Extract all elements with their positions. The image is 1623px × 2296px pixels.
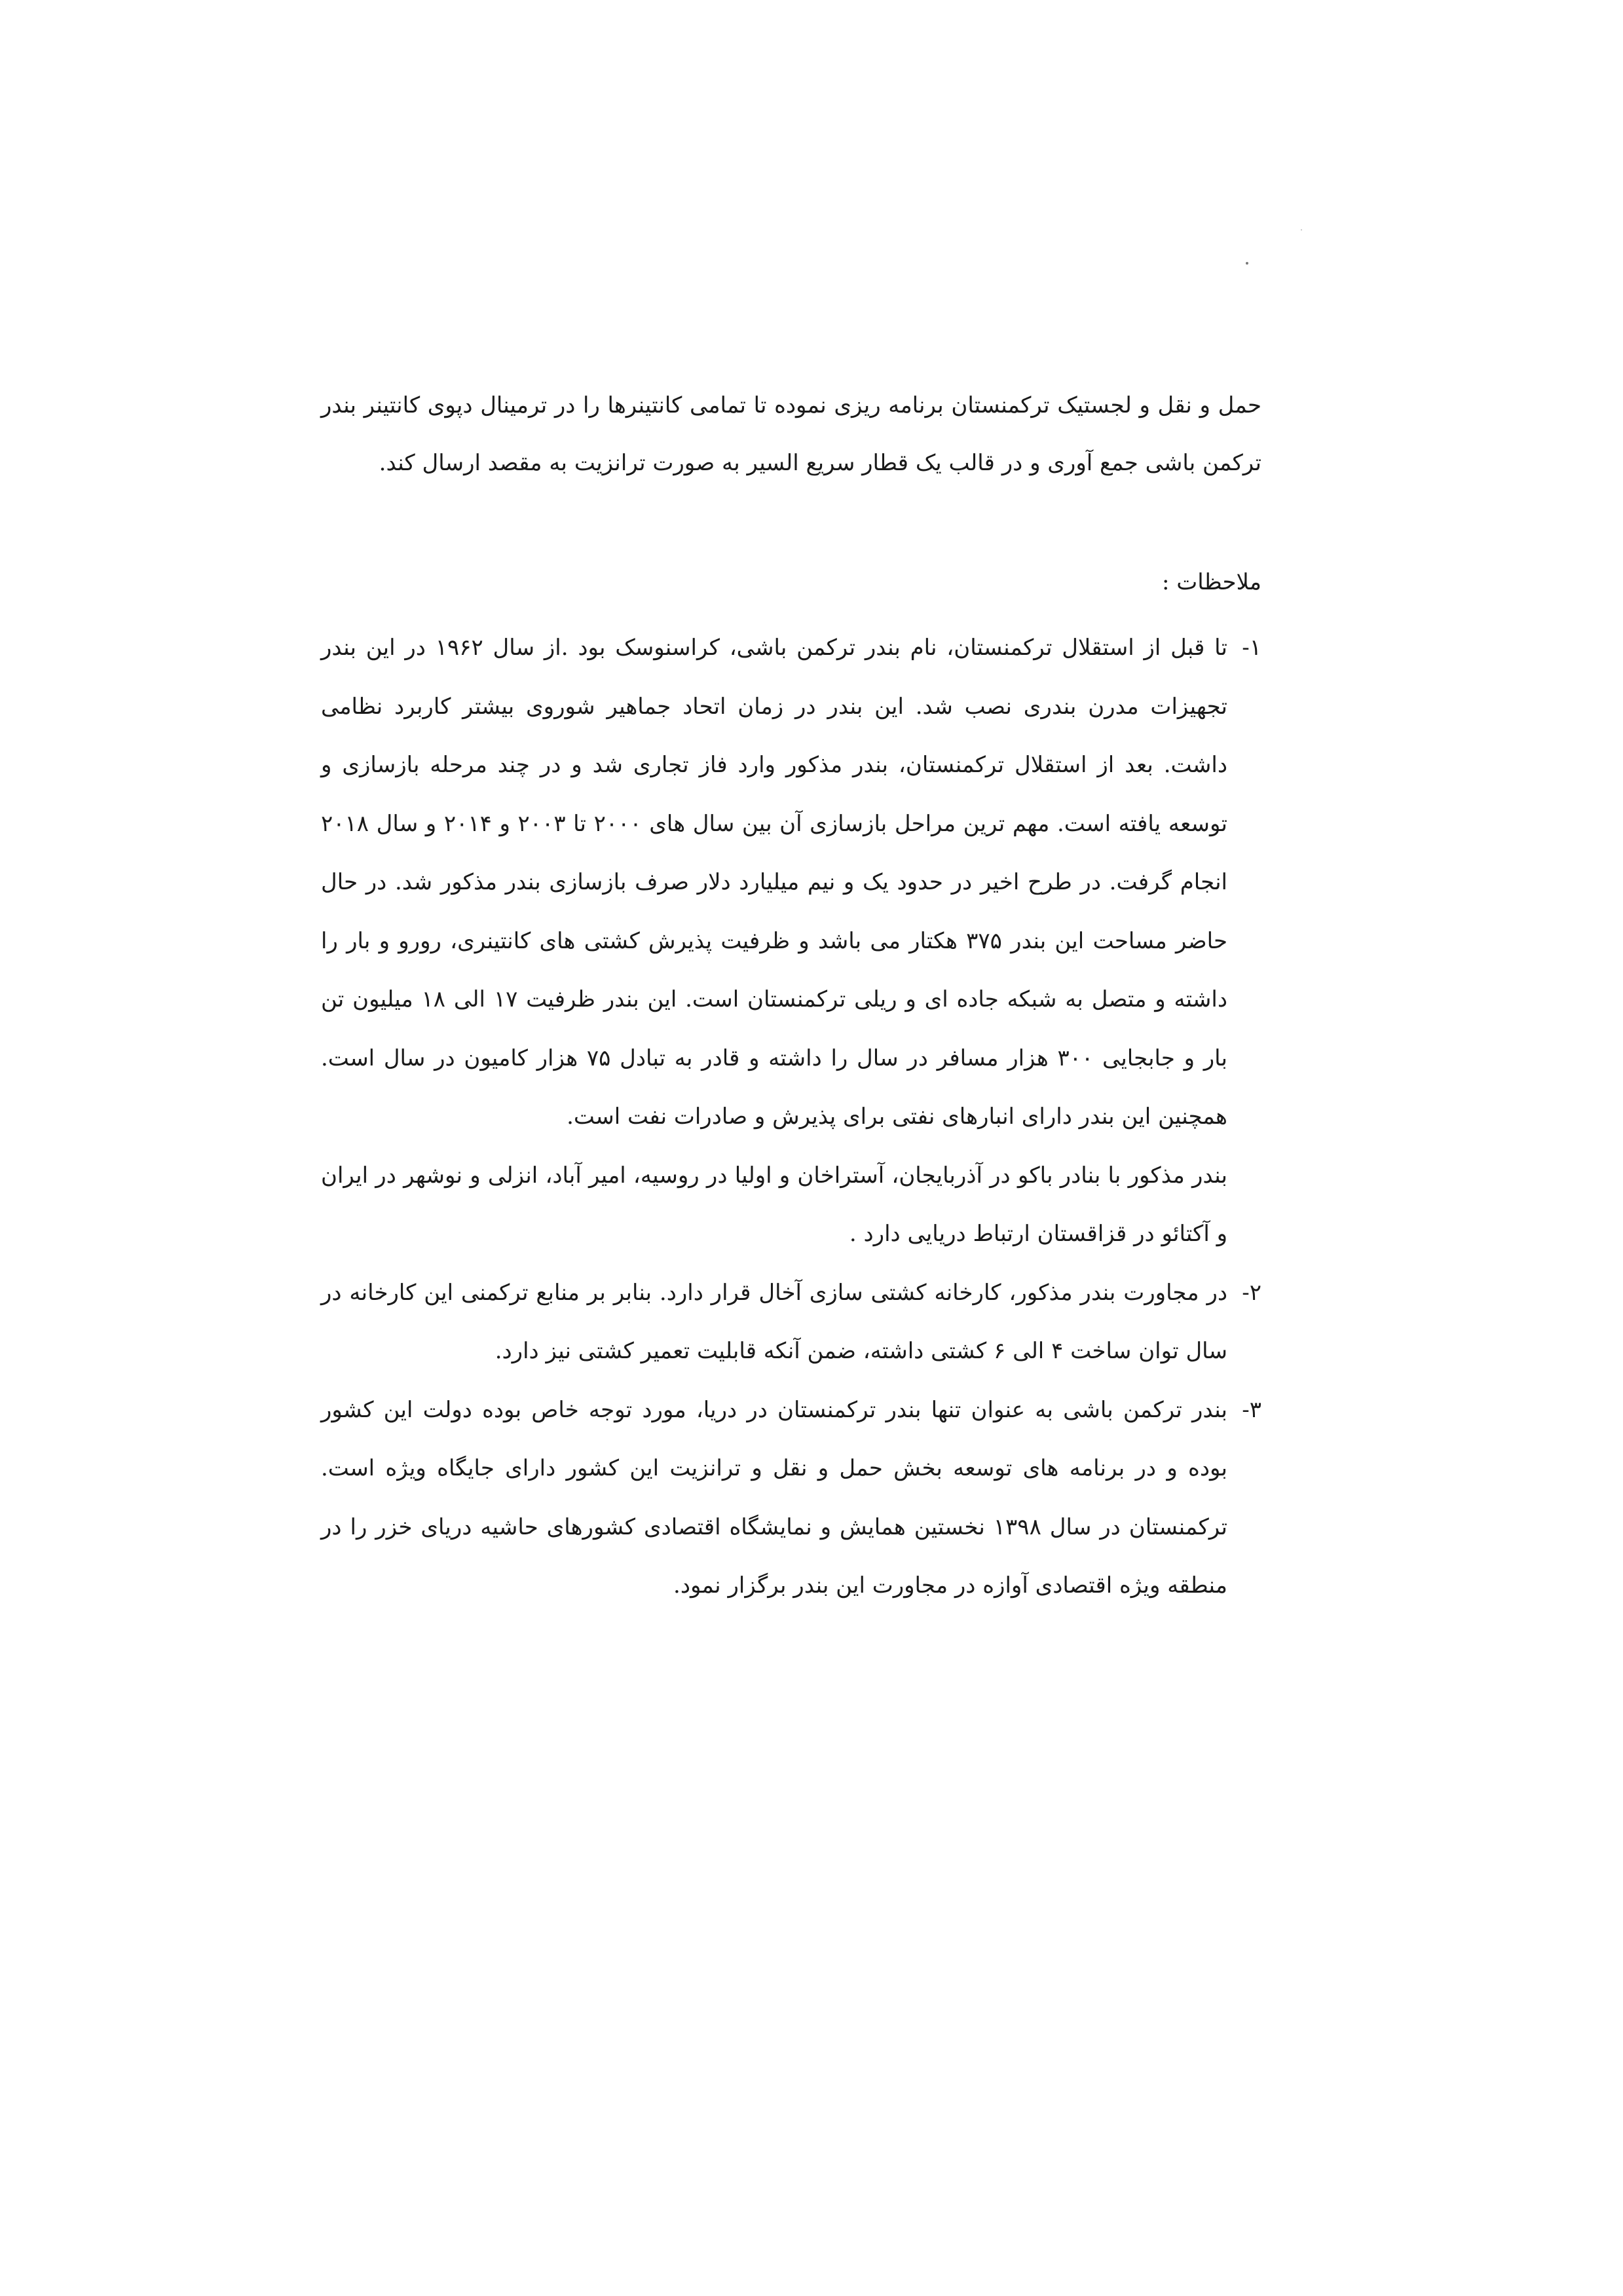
- notes-heading: ملاحظات :: [1161, 569, 1261, 595]
- note-item-1: [321, 619, 1261, 1147]
- note-text: در مجاورت بندر مذکور، کارخانه کشتی سازی آخال قرار دارد. بنابر بر منابع ترکمنی این کارخانه در سال توان ساخت ۴ الی ۶ کشتی داشته، ضمن آنکه قابلیت تعمیر کشتی نیز دارد.: [321, 1279, 1227, 1364]
- note-text: تا قبل از استقلال ترکمنستان، نام بندر ترکمن باشی، کراسنوسک بود .از سال ۱۹۶۲ در این بندر تجهیزات مدرن بندری نصب شد. این بندر در زمان اتحاد جماهیر شوروی بیشتر کاربرد نظامی داشت. بعد از استقلال ترکمنستان، بندر مذکور وارد فاز تجاری شد و در چند مرحله بازسازی و توسعه یافته است. مهم ترین مراحل بازسازی آن بین سال های ۲۰۰۰ تا ۲۰۰۳ و ۲۰۱۴ و سال ۲۰۱۸ انجام گرفت. در طرح اخیر در حدود یک و نیم میلیارد دلار صرف بازسازی بندر مذکور شد. در حال حاضر مساحت این بندر ۳۷۵ هکتار می باشد و ظرفیت پذیرش کشتی های کانتینری، رورو و بار را داشته و متصل به شبکه جاده ای و ریلی ترکمنستان است. این بندر ظرفیت ۱۷ الی ۱۸ میلیون تن بار و جابجایی ۳۰۰ هزار مسافر در سال را داشته و قادر به تبادل ۷۵ هزار کامیون در سال است. همچنین این بندر دارای انبارهای نفتی برای پذیرش و صادرات نفت است.: [321, 635, 1228, 1130]
- note-number: ۳-: [1242, 1396, 1261, 1423]
- intro-paragraph: حمل و نقل و لجستیک ترکمنستان برنامه ریزی نموده تا تمامی کانتینرها را در ترمینال دپوی کانتینر بندر ترکمن باشی جمع آوری و در قالب یک قطار سریع السیر به صورت ترانزیت به مقصد ارسال کند.: [321, 392, 1261, 476]
- note-item-3: [321, 1381, 1261, 1616]
- note-item-1-continuation: بندر مذکور با بنادر باکو در آذربایجان، آستراخان و اولیا در روسیه، امیر آباد، انزلی و نوشهر در ایران و آکتائو در قزاقستان ارتباط دریایی دارد .: [321, 1162, 1227, 1247]
- note-number: ۲-: [1242, 1279, 1261, 1306]
- notes-list: [321, 619, 1261, 1616]
- scan-speck: [1246, 262, 1248, 265]
- scan-speck: [1301, 229, 1302, 231]
- note-text: بندر ترکمن باشی به عنوان تنها بندر ترکمنستان در دریا، مورد توجه خاص بوده دولت این کشور بوده و در برنامه های توسعه بخش حمل و نقل و ترانزیت این کشور دارای جایگاه ویژه است. ترکمنستان در سال ۱۳۹۸ نخستین همایش و نمایشگاه اقتصادی کشورهای حاشیه دریای خزر را در منطقه ویژه اقتصادی آوازه در مجاورت این بندر برگزار نمود.: [321, 1396, 1227, 1599]
- note-number: ۱-: [1242, 635, 1261, 661]
- note-item-2: [321, 1264, 1261, 1381]
